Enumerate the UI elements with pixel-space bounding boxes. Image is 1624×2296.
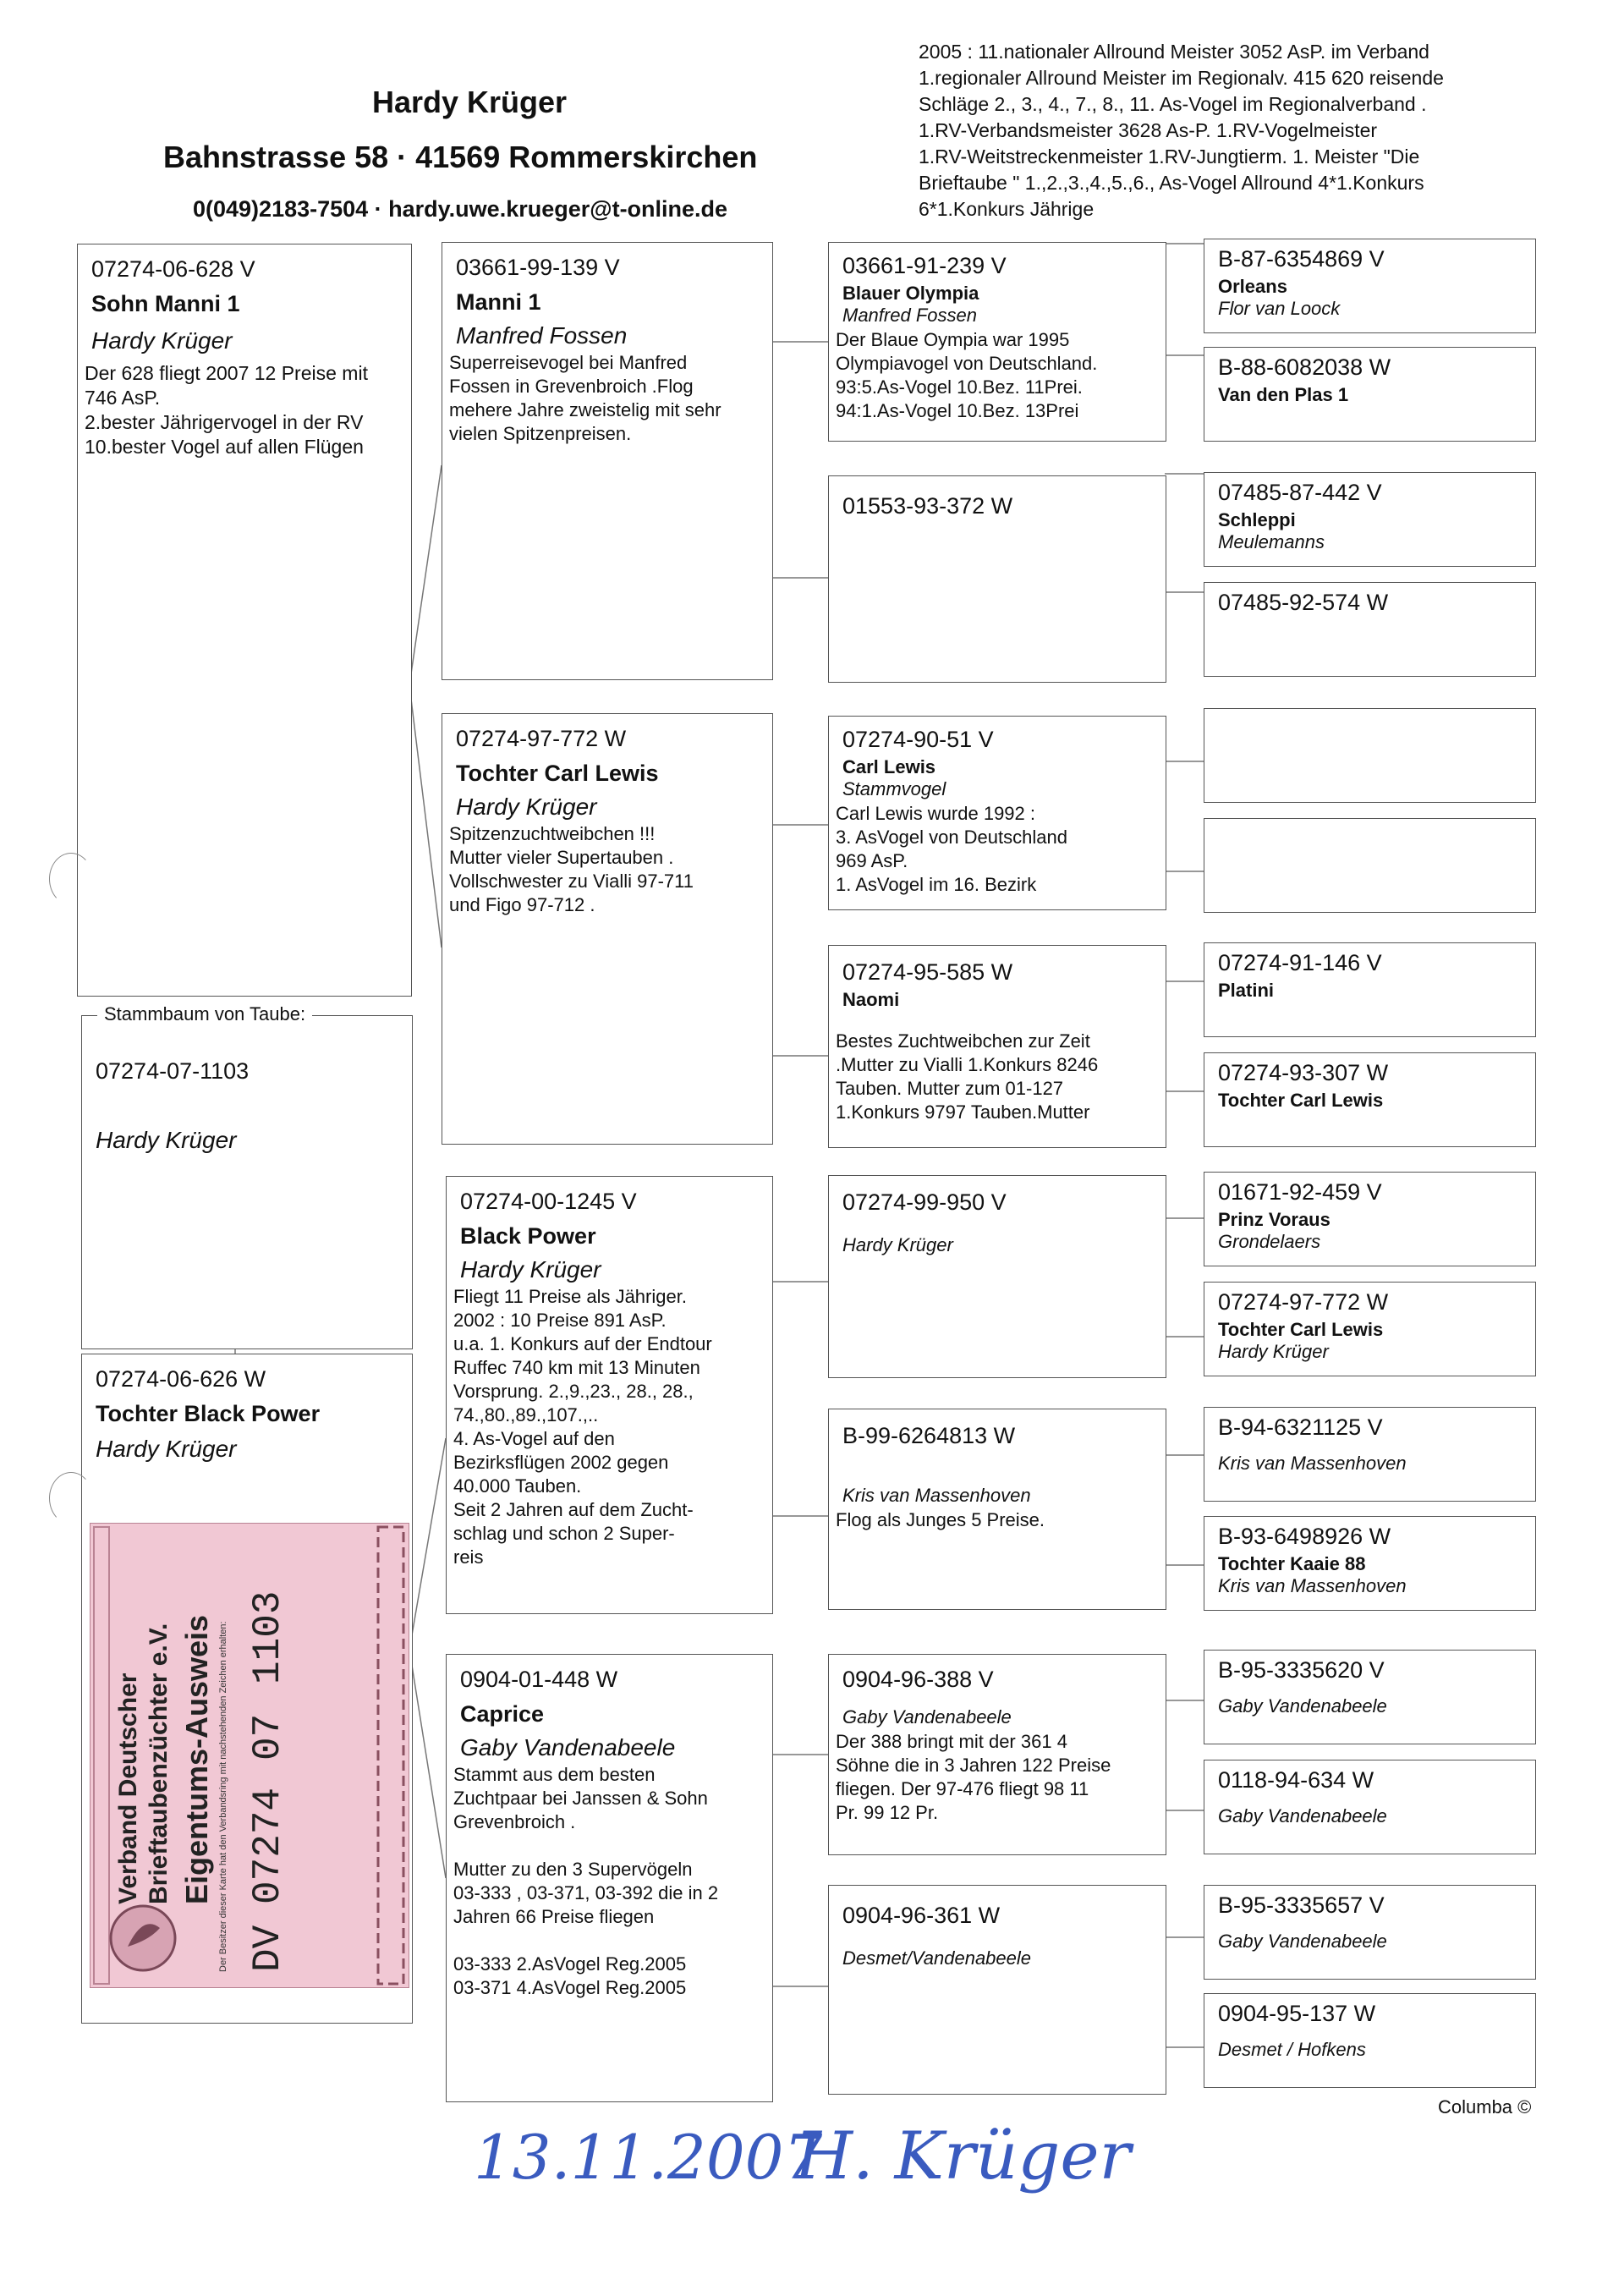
gen2-sd-box xyxy=(442,713,773,1145)
gen2-ss-breeder: Manfred Fossen xyxy=(456,322,628,349)
card-title: Eigentums-Ausweis xyxy=(179,1614,214,1904)
card-border-pattern xyxy=(94,1527,109,1984)
gen4-ring: 0904-95-137 W xyxy=(1218,2001,1376,2026)
achievements-block xyxy=(919,39,1511,222)
card-code-year: 07 xyxy=(246,1713,290,1760)
gen4-box-13 xyxy=(1204,1650,1536,1744)
gen3-name: Naomi xyxy=(842,989,900,1010)
sire-ring: 07274-06-628 V xyxy=(91,256,255,282)
gen2-ds-breeder: Hardy Krüger xyxy=(460,1256,601,1283)
card-org-line1: Verband Deutscher xyxy=(114,1673,142,1904)
gen3-ring: 0904-96-361 W xyxy=(842,1903,1001,1928)
gen4-ring: B-88-6082038 W xyxy=(1218,354,1391,380)
card-org-line2: Brieftaubenzüchter e.V. xyxy=(145,1623,173,1904)
gen4-breeder: Gaby Vandenabeele xyxy=(1218,1695,1387,1717)
gen4-box-9 xyxy=(1204,1172,1536,1266)
gen4-box-11 xyxy=(1204,1407,1536,1502)
gen4-ring: B-93-6498926 W xyxy=(1218,1524,1391,1549)
gen3-breeder: Gaby Vandenabeele xyxy=(842,1706,1012,1727)
gen4-breeder: Kris van Massenhoven xyxy=(1218,1453,1407,1474)
gen3-note: Bestes Zuchtweibchen zur Zeit .Mutter zu Vialli 1.Konkurs 8246 Tauben. Mutter zum 01-127 1.Konkurs 9797 Tauben.Mutter xyxy=(836,1030,1099,1123)
punch-hole xyxy=(49,1472,93,1524)
gen4-name: Tochter Carl Lewis xyxy=(1218,1090,1384,1111)
gen2-ss-box xyxy=(442,242,773,680)
gen2-ds-note: Fliegt 11 Preise als Jähriger. 2002 : 10 Preise 891 AsP. u.a. 1. Konkurs auf der Endtour Ruffec 740 km mit 13 Minuten Vorsprung. 2.,9.,23., 28., 28., 74.,80.,89.,107.,.. 4. As-Vogel auf den Bezirksflügen 2002 gegen 40.000 Tauben. Seit 2 Jahren auf dem Zucht- schlag und schon 2 Super- reis xyxy=(453,1286,712,1568)
achievement-line: Brieftaube " 1.,2.,3.,4.,5.,6., As-Vogel Allround 4*1.Konkurs xyxy=(919,172,1424,194)
gen3-note: Flog als Junges 5 Preise. xyxy=(836,1509,1045,1530)
gen2-ss-ring: 03661-99-139 V xyxy=(456,255,620,280)
sire-breeder: Hardy Krüger xyxy=(91,327,233,354)
gen3-breeder: Manfred Fossen xyxy=(842,305,977,326)
achievement-line: 1.RV-Verbandsmeister 3628 As-P. 1.RV-Vogelmeister xyxy=(919,119,1378,141)
gen3-breeder: Kris van Massenhoven xyxy=(842,1485,1031,1506)
copyright-label: Columba © xyxy=(1438,2096,1532,2117)
gen4-box-14 xyxy=(1204,1760,1536,1854)
gen4-ring: 07485-87-442 V xyxy=(1218,480,1382,505)
sire-note: Der 628 fliegt 2007 12 Preise mit 746 AsP. 2.bester Jährigervogel in der RV 10.bester Vogel auf allen Flügen xyxy=(85,362,368,458)
gen3-ring: 01553-93-372 W xyxy=(842,493,1013,519)
dam-breeder: Hardy Krüger xyxy=(96,1436,237,1462)
gen2-sd-breeder: Hardy Krüger xyxy=(456,794,597,820)
gen4-breeder: Grondelaers xyxy=(1218,1231,1321,1252)
owner-name: Hardy Krüger xyxy=(372,85,568,119)
subject-ring: 07274-07-1103 xyxy=(96,1058,250,1084)
gen3-breeder: Stammvogel xyxy=(842,778,946,799)
dam-ring: 07274-06-626 W xyxy=(96,1366,266,1392)
sire-box xyxy=(77,244,412,997)
dam-name: Tochter Black Power xyxy=(96,1401,321,1426)
card-subtitle: Der Besitzer dieser Karte hat den Verbandsring mit nachstehenden Zeichen erhalten: xyxy=(218,1621,228,1972)
gen4-ring: 07274-97-772 W xyxy=(1218,1289,1389,1315)
gen4-box-3 xyxy=(1204,472,1536,567)
gen2-ds-box xyxy=(446,1176,773,1614)
subject-legend: Stammbaum von Taube: xyxy=(97,1003,312,1025)
achievement-line: 2005 : 11.nationaler Allround Meister 3052 AsP. im Verband xyxy=(919,41,1429,63)
gen2-dd-ring: 0904-01-448 W xyxy=(460,1667,618,1692)
achievement-line: 1.RV-Weitstreckenmeister 1.RV-Jungtierm. 1. Meister "Die xyxy=(919,146,1420,168)
gen4-box-15 xyxy=(1204,1885,1536,1980)
gen4-breeder: Meulemanns xyxy=(1218,531,1325,552)
gen2-ss-name: Manni 1 xyxy=(456,289,541,315)
gen3-ring: 07274-90-51 V xyxy=(842,727,994,752)
gen4-name: Orleans xyxy=(1218,276,1287,297)
gen2-dd-breeder: Gaby Vandenabeele xyxy=(460,1734,676,1760)
achievement-line: Schläge 2., 3., 4., 7., 8., 11. As-Vogel im Regionalverband . xyxy=(919,93,1427,115)
gen3-box-2 xyxy=(828,475,1166,683)
gen3-box-1 xyxy=(828,242,1166,442)
gen3-breeder: Hardy Krüger xyxy=(842,1234,953,1255)
gen4-ring: 01671-92-459 V xyxy=(1218,1179,1382,1205)
gen4-box-12 xyxy=(1204,1516,1536,1611)
gen3-name: Carl Lewis xyxy=(842,756,936,777)
gen4-box-5 xyxy=(1204,708,1536,803)
gen3-note: Der Blaue Oympia war 1995 Olympiavogel von Deutschland. 93:5.As-Vogel 10.Bez. 11Prei. 94:1.As-Vogel 10.Bez. 13Prei xyxy=(836,329,1098,421)
gen2-sd-name: Tochter Carl Lewis xyxy=(456,761,659,786)
gen3-name: Blauer Olympia xyxy=(842,283,979,304)
gen4-ring: 07274-91-146 V xyxy=(1218,950,1382,975)
gen4-ring: B-94-6321125 V xyxy=(1218,1414,1383,1440)
gen3-box-4 xyxy=(828,945,1166,1148)
gen4-box-8 xyxy=(1204,1052,1536,1147)
gen3-ring: 07274-99-950 V xyxy=(842,1189,1007,1215)
gen2-ds-name: Black Power xyxy=(460,1223,596,1249)
handwritten-signature xyxy=(0,2073,1624,2200)
gen4-breeder: Flor van Loock xyxy=(1218,298,1341,319)
gen3-box-3 xyxy=(828,716,1166,910)
gen4-ring: 0118-94-634 W xyxy=(1218,1767,1374,1793)
gen4-breeder: Gaby Vandenabeele xyxy=(1218,1805,1387,1826)
gen3-box-6 xyxy=(828,1409,1166,1610)
gen3-ring: 07274-95-585 W xyxy=(842,959,1013,985)
card-edge-pattern xyxy=(378,1527,403,1984)
achievement-line: 6*1.Konkurs Jährige xyxy=(919,198,1095,220)
subject-breeder: Hardy Krüger xyxy=(96,1127,237,1153)
gen4-name: Platini xyxy=(1218,980,1275,1001)
gen3-ring: B-99-6264813 W xyxy=(842,1423,1016,1448)
gen4-ring: 07274-93-307 W xyxy=(1218,1060,1389,1085)
gen4-name: Prinz Voraus xyxy=(1218,1209,1330,1230)
gen2-dd-note: Stammt aus dem besten Zuchtpaar bei Janssen & Sohn Grevenbroich . Mutter zu den 3 Supervögeln 03-333 , 03-371, 03-392 die in 2 Jahren 66 Preise fliegen 03-333 2.AsVogel Reg.2005 03-371 4.AsVogel Reg.2005 xyxy=(453,1764,719,1998)
gen3-ring: 03661-91-239 V xyxy=(842,253,1007,278)
gen4-box-1 xyxy=(1204,239,1536,333)
gen4-name: Van den Plas 1 xyxy=(1218,384,1349,405)
gen3-box-7 xyxy=(828,1654,1166,1855)
gen2-dd-box xyxy=(446,1654,773,2102)
gen4-box-4 xyxy=(1204,582,1536,677)
gen4-name: Tochter Kaaie 88 xyxy=(1218,1553,1366,1574)
card-code-serial: 1103 xyxy=(246,1590,290,1684)
gen4-box-6 xyxy=(1204,818,1536,913)
gen4-breeder: Desmet / Hofkens xyxy=(1218,2039,1366,2060)
gen2-ss-note: Superreisevogel bei Manfred Fossen in Grevenbroich .Flog mehere Jahre zweistelig mit sehr vielen Spitzenpreisen. xyxy=(449,352,721,444)
handwritten-name: H. Krüger xyxy=(795,2118,1131,2194)
punch-hole xyxy=(49,853,93,905)
gen3-ring: 0904-96-388 V xyxy=(842,1667,994,1692)
subject-box xyxy=(81,1015,413,1349)
achievement-line: 1.regionaler Allround Meister im Regionalv. 415 620 reisende xyxy=(919,67,1444,89)
handwritten-date: 13.11.2007 xyxy=(474,2122,823,2193)
gen4-ring: B-87-6354869 V xyxy=(1218,246,1385,272)
gen4-box-10 xyxy=(1204,1282,1536,1376)
gen4-box-2 xyxy=(1204,347,1536,442)
gen4-box-7 xyxy=(1204,942,1536,1037)
gen2-ds-ring: 07274-00-1245 V xyxy=(460,1189,637,1214)
card-code-number: 07274 xyxy=(246,1787,290,1904)
gen4-ring: B-95-3335657 V xyxy=(1218,1892,1385,1918)
gen4-ring: B-95-3335620 V xyxy=(1218,1657,1385,1683)
ownership-card xyxy=(90,1523,409,1988)
gen2-sd-note: Spitzenzuchtweibchen !!! Mutter vieler Supertauben . Vollschwester zu Vialli 97-711 und Figo 97-712 . xyxy=(449,823,694,915)
gen2-dd-name: Caprice xyxy=(460,1701,545,1727)
card-code-prefix: DV xyxy=(246,1925,290,1972)
gen3-note: Der 388 bringt mit der 361 4 Söhne die in 3 Jahren 122 Preise fliegen. Der 97-476 fliegt 98 11 Pr. 99 12 Pr. xyxy=(836,1731,1111,1823)
gen3-box-8 xyxy=(828,1885,1166,2095)
owner-address: Bahnstrasse 58 · 41569 Rommerskirchen xyxy=(163,140,758,174)
sire-name: Sohn Manni 1 xyxy=(91,291,240,316)
owner-contact: 0(049)2183-7504 · hardy.uwe.krueger@t-online.de xyxy=(193,196,728,222)
gen4-name: Tochter Carl Lewis xyxy=(1218,1319,1384,1340)
gen3-note: Carl Lewis wurde 1992 : 3. AsVogel von Deutschland 969 AsP. 1. AsVogel im 16. Bezirk xyxy=(836,803,1067,895)
gen4-breeder: Hardy Krüger xyxy=(1218,1341,1329,1362)
gen2-sd-ring: 07274-97-772 W xyxy=(456,726,627,751)
gen3-breeder: Desmet/Vandenabeele xyxy=(842,1947,1032,1969)
gen4-breeder: Kris van Massenhoven xyxy=(1218,1575,1407,1596)
gen4-breeder: Gaby Vandenabeele xyxy=(1218,1931,1387,1952)
gen4-ring: 07485-92-574 W xyxy=(1218,590,1389,615)
ownership-card-graphic xyxy=(91,1524,409,1987)
gen4-name: Schleppi xyxy=(1218,509,1296,530)
gen3-box-5 xyxy=(828,1175,1166,1378)
